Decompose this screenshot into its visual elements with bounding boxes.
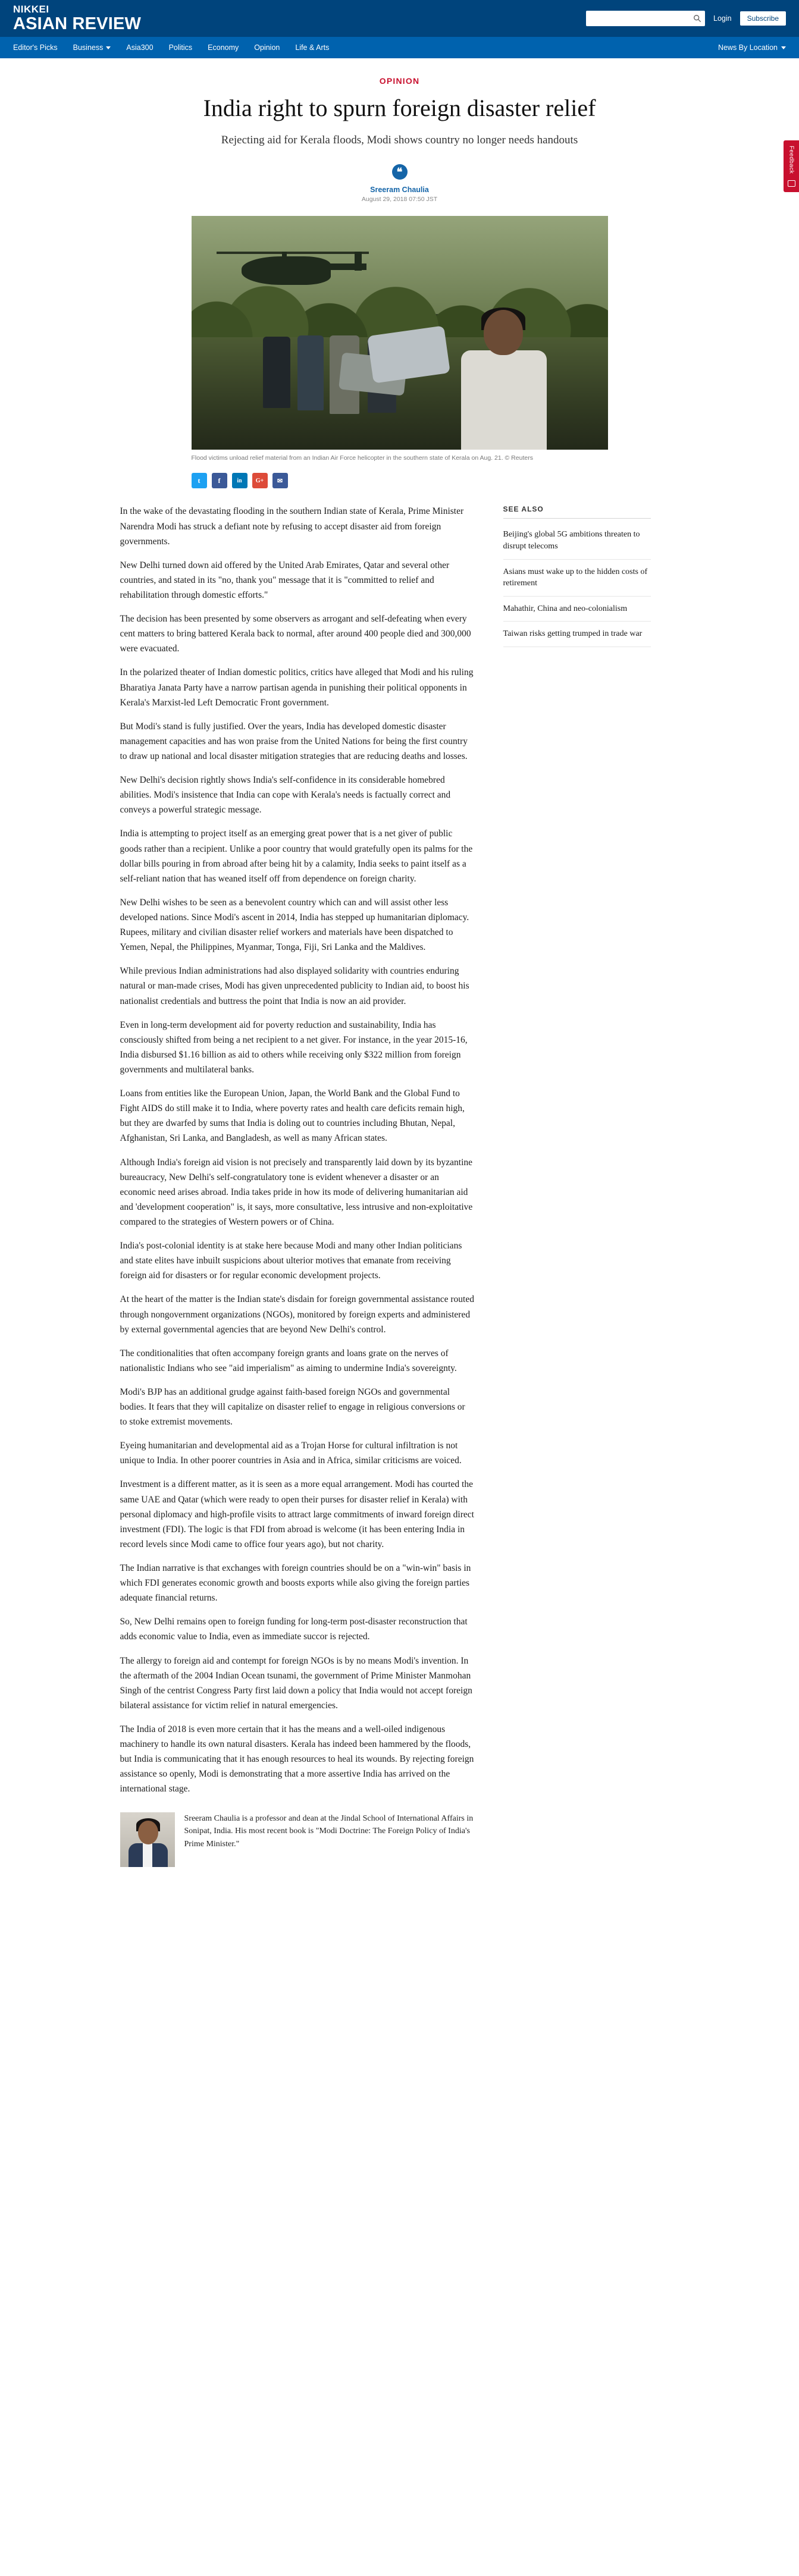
search-icon <box>693 14 701 23</box>
nav-label: Politics <box>168 43 193 52</box>
article-paragraph: Investment is a different matter, as it is seen as a more equal arrangement. Modi has courted the same UAE and Qatar (which were ready to open their purses for disaster relief in Kerala) with personal diplomacy and high-profile visits to attract large commitments of inward foreign direct investment (FDI). The logic is that FDI from abroad is welcome (it has been entering India in record levels since Modi came to office four years ago), but not charity. <box>120 1479 474 1549</box>
sidebar-item-link[interactable]: Mahathir, China and neo-colonialism <box>503 597 651 622</box>
chevron-down-icon <box>781 46 786 49</box>
article-paragraph: Even in long-term development aid for poverty reduction and sustainability, India has consciously shifted from being a net recipient to a net giver. For instance, in the year 2015-16, India disbursed $1.16 billion as aid to others while receiving only $322 million from foreign governments and multilateral banks. <box>120 1019 468 1075</box>
helicopter-shape <box>227 241 364 296</box>
nav-item-news-by-location[interactable] <box>718 43 786 52</box>
search-input[interactable] <box>586 11 705 26</box>
quote-icon: ❝ <box>392 164 408 180</box>
article-paragraph: While previous Indian administrations had also displayed solidarity with countries enduring natural or man-made crises, Modi has given unprecedented publicity to Indian aid, to boost his nationalist credentials and buttress the point that India is now an aid provider. <box>120 966 469 1006</box>
header-actions <box>586 11 786 26</box>
feedback-icon <box>788 180 795 187</box>
feedback-label: Feedback <box>788 146 795 174</box>
feedback-tab[interactable] <box>784 140 799 192</box>
article-paragraph: But Modi's stand is fully justified. Over the years, India has developed domestic disaster management capacities and has won praise from the United Nations for being the first country to draw up national and local disaster mitigation strategies that are reducing deaths and losses. <box>120 721 468 761</box>
twitter-share-icon[interactable]: t <box>192 473 207 488</box>
nav-label: Editor's Picks <box>13 43 58 52</box>
article-body <box>120 504 475 1866</box>
article-paragraph: India's post-colonial identity is at stake here because Modi and many other Indian politicians and state elites have inbuilt suspicions about ulterior motives that emanate from receiving foreign aid for disasters or for regular economic development projects. <box>120 1241 462 1281</box>
article-paragraph: The allergy to foreign aid and contempt for foreign NGOs is by no means Modi's invention. In the aftermath of the 2004 Indian Ocean tsunami, the government of Prime Minister Manmohan Singh of the centrist Congress Party first laid down a policy that India would not accept foreign bilateral assistance for victim relief in natural emergencies. <box>120 1655 472 1711</box>
foreground-person-shape <box>456 310 552 450</box>
hero-image <box>192 216 608 450</box>
nav-label: Business <box>73 43 104 52</box>
nav-item-economy[interactable] <box>208 43 239 52</box>
article-timestamp: August 29, 2018 07:50 JST <box>361 195 438 203</box>
chevron-down-icon <box>106 46 111 49</box>
logo-line-1: NIKKEI <box>13 4 49 15</box>
article-paragraph: India is attempting to project itself as an emerging great power that is a net giver of public goods rather than a recipient. Unlike a poor country that would gratefully open its palms for the dollar bills pouring in from abroad after being hit by a calamity, India seeks to paint itself as a self-reliant nation that has weaned itself off from dependence on foreign charity. <box>120 829 473 884</box>
sidebar-item-link[interactable]: Taiwan risks getting trumped in trade war <box>503 622 651 647</box>
article-kicker: OPINION <box>379 76 420 86</box>
nav-item-asia300[interactable] <box>126 43 153 52</box>
article-paragraph: In the polarized theater of Indian domestic politics, critics have alleged that Modi and his ruling Bharatiya Janata Party have a narrow partisan agenda in punishing their political opponents in Kerala's Marxist-led Left Democratic Front government. <box>120 667 474 708</box>
article-paragraph: The conditionalities that often accompany foreign grants and loans grate on the nerves of nationalistic Indians who see "aid imperialism" as aiming to undermine India's sovereignty. <box>120 1348 457 1373</box>
facebook-share-icon[interactable]: f <box>212 473 227 488</box>
hero-figure <box>192 216 608 463</box>
nav-label: Economy <box>208 43 239 52</box>
author-bio-text: Sreeram Chaulia is a professor and dean at the Jindal School of International Affairs in Sonipat, India. His most recent book is "Modi Doctrine: The Foreign Policy of India's Prime Minister." <box>184 1813 474 1849</box>
site-header <box>0 0 799 37</box>
logo-line-2: ASIAN REVIEW <box>13 14 142 33</box>
nav-item-life-and-arts[interactable] <box>295 43 329 52</box>
person-shape <box>263 337 290 408</box>
sidebar-item-link[interactable]: Asians must wake up to the hidden costs of retirement <box>503 560 651 597</box>
sidebar-title: SEE ALSO <box>503 505 651 519</box>
article-paragraph: So, New Delhi remains open to foreign funding for long-term post-disaster reconstruction that adds economic value to India, even as immediate succor is rejected. <box>120 1617 468 1642</box>
article-paragraph: New Delhi turned down aid offered by the United Arab Emirates, Qatar and several other countries, and stated in its "no, thank you" message that it is "committed to relief and rehabilitation through domestic efforts." <box>120 560 450 601</box>
article-paragraph: At the heart of the matter is the Indian state's disdain for foreign governmental assistance routed through nongovernment organizations (NGOs), monitored by foreign experts and administered by external governmental agencies that are beyond New Delhi's control. <box>120 1294 474 1335</box>
article-paragraph: New Delhi wishes to be seen as a benevolent country which can and will assist other less developed nations. Since Modi's ascent in 2014, India has stepped up humanitarian diplomacy. Rupees, military and civilian disaster relief workers and materials have been dispatched to Yemen, Nepal, the Philippines, Myanmar, Tonga, Fiji, Sri Lanka and the Maldives. <box>120 897 469 953</box>
article-paragraph: Modi's BJP has an additional grudge against faith-based foreign NGOs and governmental bodies. It fears that they will capitalize on disaster relief to engage in religious conversions or to stoke extremist movements. <box>120 1386 465 1427</box>
googleplus-share-icon[interactable]: G+ <box>252 473 268 488</box>
article-page <box>0 76 799 1891</box>
article-content <box>120 504 679 1866</box>
nav-item-opinion[interactable] <box>254 43 280 52</box>
article-author[interactable]: Sreeram Chaulia <box>370 185 429 194</box>
subscribe-button[interactable]: Subscribe <box>740 11 786 26</box>
person-shape <box>297 335 324 410</box>
linkedin-share-icon[interactable]: in <box>232 473 247 488</box>
image-caption: Flood victims unload relief material from an Indian Air Force helicopter in the southern state of Kerala on Aug. 21. © Reuters <box>191 454 533 462</box>
article-paragraph: Although India's foreign aid vision is not precisely and transparently laid down by its byzantine bureaucracy, New Delhi's self-congratulatory tone is evident whenever a disaster or an economic need arises abroad. India takes pride in how its mode of delivering humanitarian aid and 'development cooperation" is, it says, more consultative, less intrusive and non-exploitative compared to the strategies of Western powers or of China. <box>120 1157 473 1227</box>
article-paragraph: The Indian narrative is that exchanges with foreign countries should be on a "win-win" basis in which FDI generates economic growth and boosts exports while also giving the foreign parties adequate financial returns. <box>120 1563 471 1604</box>
sidebar <box>503 504 651 1866</box>
article-paragraph: The decision has been presented by some observers as arrogant and self-defeating when every cent matters to bring battered Kerala back to normal, after around 400 people died and 300,000 were evacuated. <box>120 614 471 654</box>
author-bio <box>120 1812 475 1867</box>
article-paragraph: In the wake of the devastating flooding in the southern Indian state of Kerala, Prime Minister Narendra Modi has struck a defiant note by refusing to accept disaster aid from foreign governments. <box>120 506 464 547</box>
site-logo[interactable] <box>13 4 141 33</box>
avatar <box>120 1812 175 1867</box>
nav-item-politics[interactable] <box>169 43 193 52</box>
nav-label: Asia300 <box>126 43 153 52</box>
article-paragraph: Loans from entities like the European Union, Japan, the World Bank and the Global Fund to Fight AIDS do still make it to India, where poverty rates and health care deficits remain high, but they are dwarfed by sums that India is doling out to countries including Bhutan, Nepal, Afghanistan, Sri Lanka, and Bangladesh, as well as many African states. <box>120 1088 465 1144</box>
nav-item-business[interactable] <box>73 43 111 52</box>
nav-label: News By Location <box>717 43 778 52</box>
email-share-icon[interactable]: ✉ <box>272 473 288 488</box>
article-paragraph: Eyeing humanitarian and developmental aid as a Trojan Horse for cultural infiltration is not unique to India. In other poorer countries in Asia and in Africa, similar criticisms are voiced. <box>120 1441 462 1466</box>
login-link[interactable]: Login <box>713 14 732 23</box>
nav-item-editors-picks[interactable] <box>13 43 58 52</box>
main-nav <box>0 37 799 58</box>
social-share-row <box>192 473 608 488</box>
sidebar-item-link[interactable]: Beijing's global 5G ambitions threaten to disrupt telecoms <box>503 522 651 559</box>
article-paragraph: The India of 2018 is even more certain that it has the means and a well-oiled indigenous machinery to handle its own natural disasters. Kerala has indeed been hammered by the floods, but India is communicating that it has enough resources to heal its wounds. By rejecting foreign assistance so openly, Modi is demonstrating that a more assertive India has arrived on the international stage. <box>120 1724 474 1794</box>
article-paragraph: New Delhi's decision rightly shows India's self-confidence in its considerable homebred abilities. Modi's insistence that India can cope with Kerala's needs is factually correct and conveys a powerful strategic message. <box>120 775 451 815</box>
article-subhead: Rejecting aid for Kerala floods, Modi shows country no longer needs handouts <box>221 134 578 147</box>
page-title: India right to spurn foreign disaster relief <box>203 95 596 121</box>
nav-label: Life & Arts <box>295 43 330 52</box>
nav-label: Opinion <box>254 43 280 52</box>
